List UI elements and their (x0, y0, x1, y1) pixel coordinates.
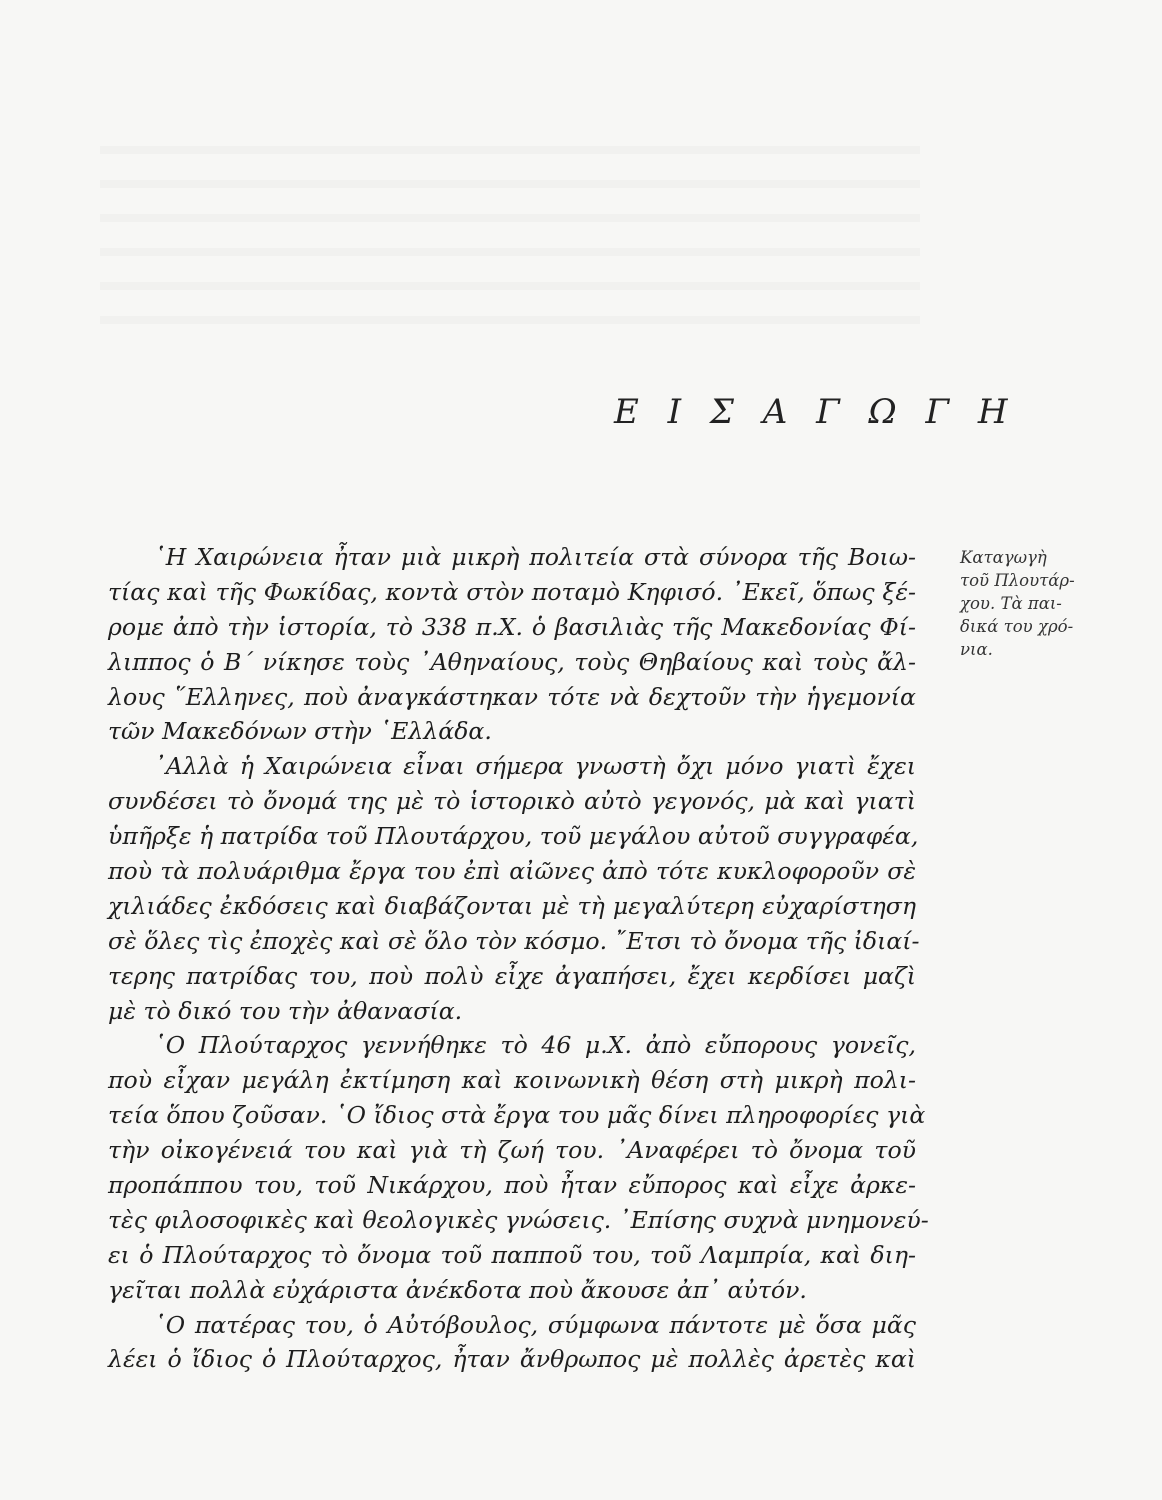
text-line: ᾽Αλλὰ ἡ Χαιρώνεια εἶναι σήμερα γνωστὴ ὄχι μόνο γιατὶ ἔχει (154, 752, 916, 781)
body-text (108, 540, 929, 1377)
margin-note-line: Καταγωγὴ (960, 548, 1047, 567)
text-line: τὲς φιλοσοφικὲς καὶ θεολογικὲς γνώσεις. ᾽Επίσης συχνὰ μνημονεύ- (108, 1205, 929, 1234)
paragraph-1 (108, 540, 916, 749)
margin-note-line: δικά του χρό- (960, 617, 1074, 636)
show-through-text-from-reverse (100, 120, 920, 350)
text-line: τερης πατρίδας του, ποὺ πολὺ εἶχε ἀγαπήσει, ἔχει κερδίσει μαζὶ (108, 961, 916, 990)
chapter-heading: Ε Ι Σ Α Γ Ω Γ Η (614, 392, 1017, 432)
text-line: γεῖται πολλὰ εὐχάριστα ἀνέκδοτα ποὺ ἄκουσε ἀπ᾽ αὐτόν. (108, 1275, 807, 1304)
margin-note (960, 546, 1130, 661)
margin-note-line: χου. Τὰ παι- (960, 594, 1062, 613)
text-line: λέει ὁ ἴδιος ὁ Πλούταρχος, ἦταν ἄνθρωπος μὲ πολλὲς ἀρετὲς καὶ (108, 1345, 916, 1374)
text-line: μὲ τὸ δικό του τὴν ἀθανασία. (108, 996, 463, 1025)
text-line: ποὺ τὰ πολυάριθμα ἔργα του ἐπὶ αἰῶνες ἀπὸ τότε κυκλοφοροῦν σὲ (108, 857, 916, 886)
text-line: ῾Ο πατέρας του, ὁ Αὐτόβουλος, σύμφωνα πάντοτε μὲ ὅσα μᾶς (154, 1310, 916, 1339)
text-line: σὲ ὅλες τὶς ἐποχὲς καὶ σὲ ὅλο τὸν κόσμο. ῎Ετσι τὸ ὄνομα τῆς ἰδιαί- (108, 926, 920, 955)
paragraph-4 (108, 1308, 916, 1378)
text-line: ῾Η Χαιρώνεια ἦταν μιὰ μικρὴ πολιτεία στὰ σύνορα τῆς Βοιω- (154, 543, 916, 571)
text-line: τὴν οἰκογένειά του καὶ γιὰ τὴ ζωή του. ᾽Αναφέρει τὸ ὄνομα τοῦ (108, 1136, 916, 1165)
text-line: τεία ὅπου ζοῦσαν. ῾Ο ἴδιος στὰ ἔργα του μᾶς δίνει πληροφορίες γιὰ (108, 1101, 926, 1130)
text-line: προπάππου του, τοῦ Νικάρχου, ποὺ ἦταν εὔπορος καὶ εἶχε ἀρκε- (108, 1171, 916, 1200)
text-line: χιλιάδες ἐκδόσεις καὶ διαβάζονται μὲ τὴ μεγαλύτερη εὐχαρίστηση (108, 891, 916, 920)
paragraph-2 (108, 749, 920, 1028)
margin-note-line: τοῦ Πλουτάρ- (960, 571, 1075, 590)
margin-note-line: νια. (960, 640, 993, 659)
text-line: τῶν Μακεδόνων στὴν ῾Ελλάδα. (108, 717, 492, 746)
text-line: ῾Ο Πλούταρχος γεννήθηκε τὸ 46 μ.Χ. ἀπὸ εὔπορους γονεῖς, (154, 1031, 916, 1060)
paragraph-3 (108, 1028, 929, 1307)
text-line: ποὺ εἶχαν μεγάλη ἐκτίμηση καὶ κοινωνικὴ θέση στὴ μικρὴ πολι- (108, 1066, 916, 1095)
text-line: λους ῞Ελληνες, ποὺ ἀναγκάστηκαν τότε νὰ δεχτοῦν τὴν ἡγεμονία (108, 682, 916, 711)
text-line: λιππος ὁ Β΄ νίκησε τοὺς ᾽Αθηναίους, τοὺς Θηβαίους καὶ τοὺς ἄλ- (108, 647, 916, 676)
text-line: ει ὁ Πλούταρχος τὸ ὄνομα τοῦ παπποῦ του, τοῦ Λαμπρία, καὶ διη- (108, 1240, 916, 1269)
text-line: τίας καὶ τῆς Φωκίδας, κοντὰ στὸν ποταμὸ Κηφισό. ᾽Εκεῖ, ὅπως ξέ- (108, 577, 916, 606)
text-line: ὑπῆρξε ἡ πατρίδα τοῦ Πλουτάρχου, τοῦ μεγάλου αὐτοῦ συγγραφέα, (108, 822, 919, 851)
text-line: συνδέσει τὸ ὄνομά της μὲ τὸ ἱστορικὸ αὐτὸ γεγονός, μὰ καὶ γιατὶ (108, 787, 916, 816)
text-line: ρομε ἀπὸ τὴν ἱστορία, τὸ 338 π.Χ. ὁ βασιλιὰς τῆς Μακεδονίας Φί- (108, 612, 916, 641)
